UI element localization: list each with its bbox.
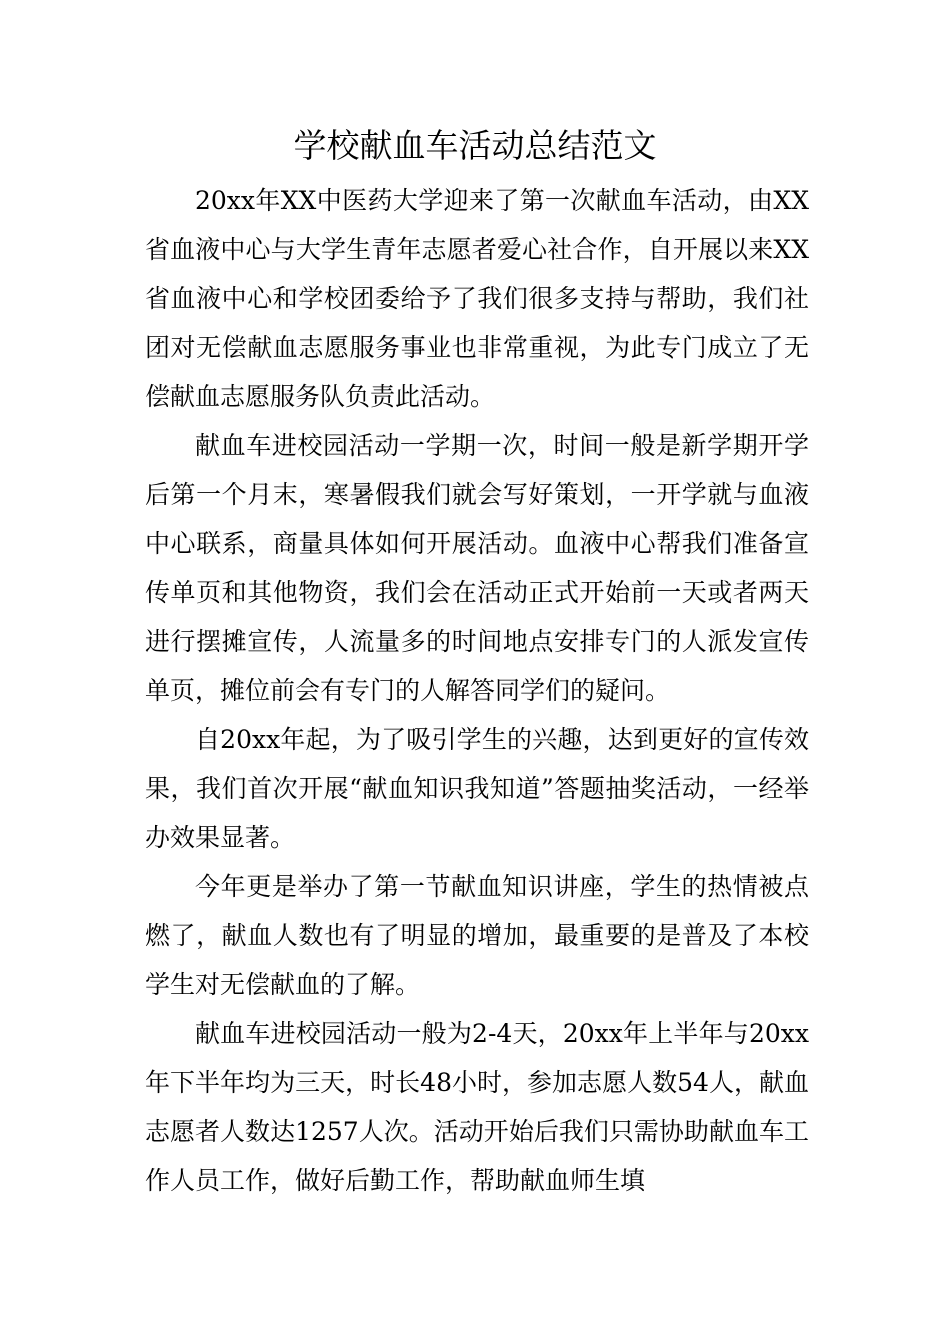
paragraph-3: 自20xx年起，为了吸引学生的兴趣，达到更好的宣传效果，我们首次开展“献血知识我知道”答题抽奖活动，一经举办效果显著。 [145,725,809,852]
paragraph-5: 献血车进校园活动一般为2-4天，20xx年上半年与20xx年下半年均为三天，时长48小时，参加志愿人数54人，献血志愿者人数达1257人次。活动开始后我们只需协助献血车工作人员工作，做好后勤工作，帮助献血师生填 [145,1019,809,1195]
document-title: 学校献血车活动总结范文 [293,126,657,165]
document-body [145,176,809,1205]
paragraph-2: 献血车进校园活动一学期一次，时间一般是新学期开学后第一个月末，寒暑假我们就会写好策划，一开学就与血液中心联系，商量具体如何开展活动。血液中心帮我们准备宣传单页和其他物资，我们会在活动正式开始前一天或者两天进行摆摊宣传，人流量多的时间地点安排专门的人派发宣传单页，摊位前会有专门的人解答同学们的疑问。 [145,431,809,705]
paragraph-1: 20xx年XX中医药大学迎来了第一次献血车活动，由XX省血液中心与大学生青年志愿者爱心社合作，自开展以来XX省血液中心和学校团委给予了我们很多支持与帮助，我们社团对无偿献血志愿服务事业也非常重视，为此专门成立了无偿献血志愿服务队负责此活动。 [145,186,809,411]
paragraph-4: 今年更是举办了第一节献血知识讲座，学生的热情被点燃了，献血人数也有了明显的增加，最重要的是普及了本校学生对无偿献血的了解。 [145,872,809,999]
